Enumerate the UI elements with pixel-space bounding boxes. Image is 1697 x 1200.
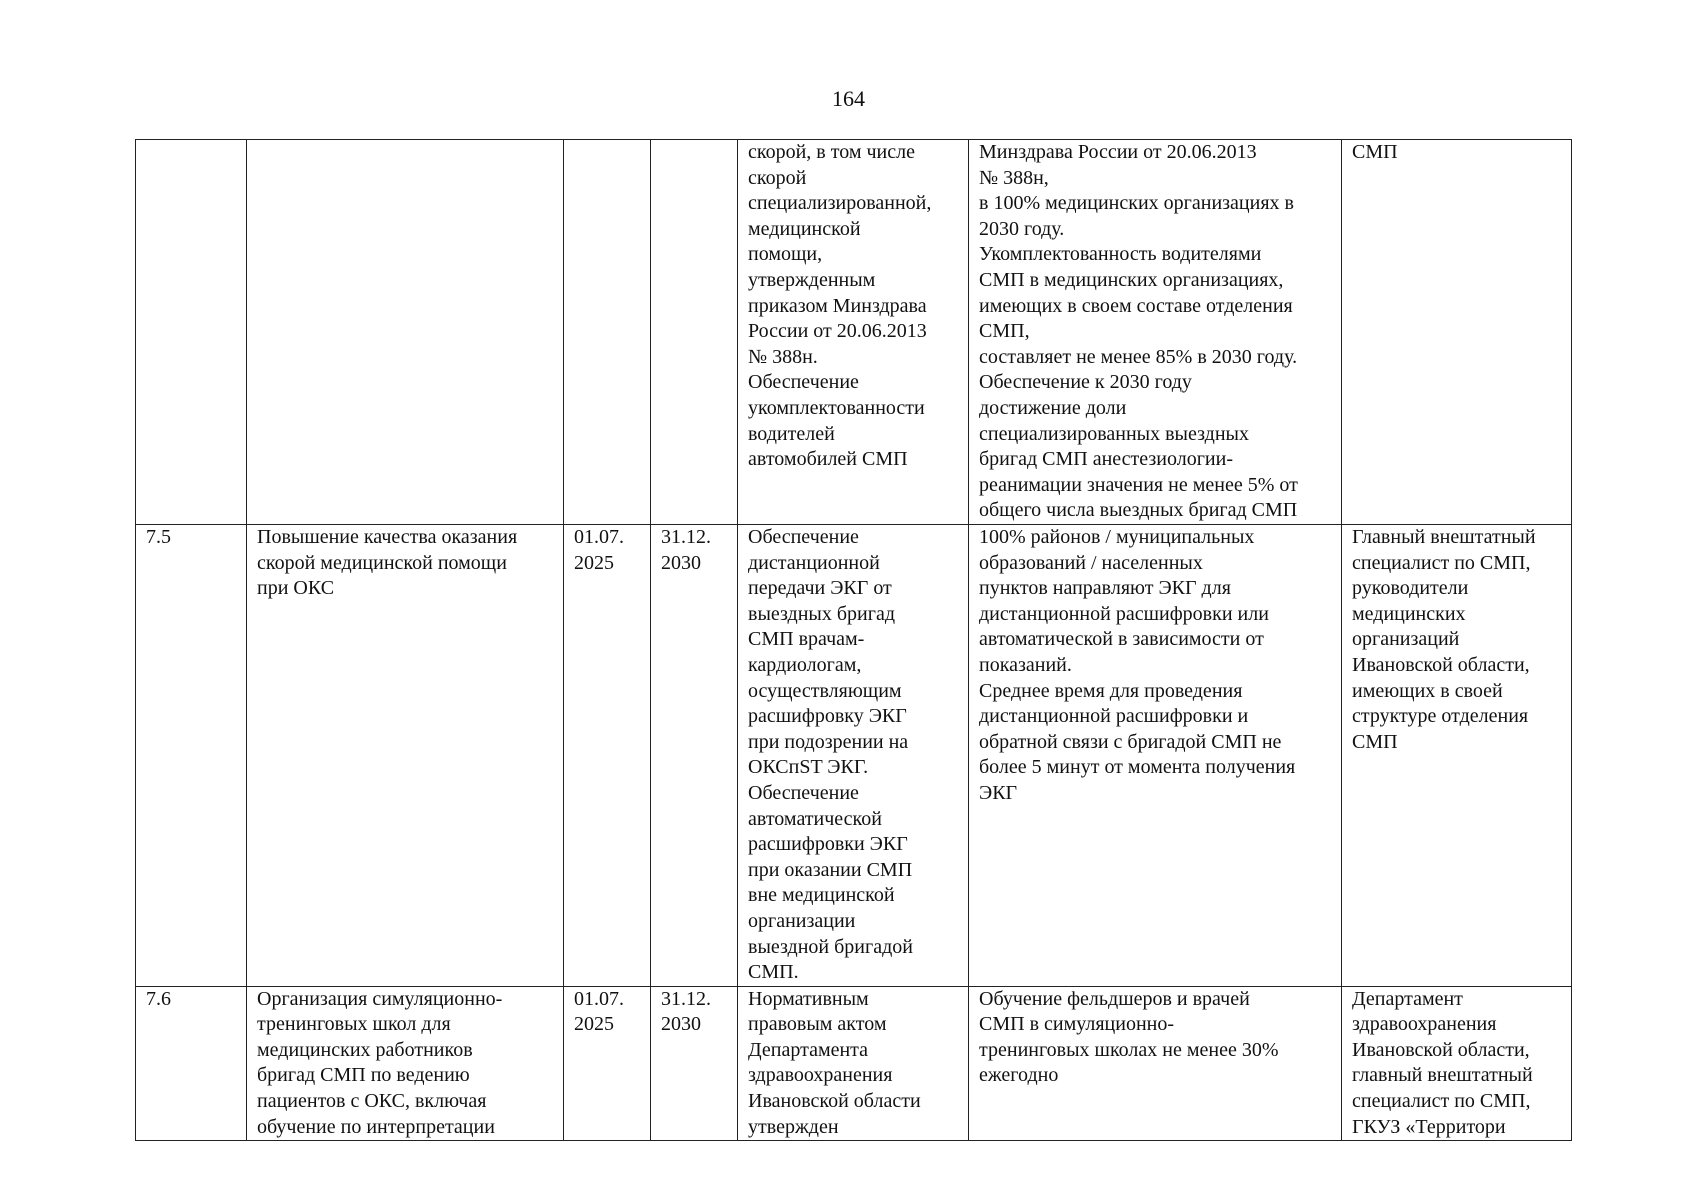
table-row bbox=[136, 525, 1572, 987]
cell-activity-text: Организация симуляционно- тренинговых школ для медицинских работников бригад СМП по ведению пациентов с ОКС, включая обучение по интерпретации bbox=[257, 987, 503, 1138]
cell-responsible bbox=[1342, 986, 1572, 1141]
cell-start-date-text: 01.07. 2025 bbox=[574, 526, 624, 574]
cell-result bbox=[969, 525, 1342, 987]
cell-result bbox=[969, 986, 1342, 1141]
cell-responsible-text: СМП bbox=[1352, 141, 1398, 163]
cell-end-date bbox=[651, 525, 738, 987]
cell-activity-text: Повышение качества оказания скорой медицинской помощи при ОКС bbox=[257, 526, 518, 600]
cell-characteristic-text: скорой, в том числе скорой специализированной, медицинской помощи, утвержденным приказом Минздрава России от 20.06.2013 № 388н. Обеспечение укомплектованности водителей автомобилей СМП bbox=[748, 141, 932, 471]
cell-start-date bbox=[564, 986, 651, 1141]
cell-characteristic-text: Нормативным правовым актом Департамента здравоохранения Ивановской области утвержден bbox=[748, 987, 921, 1138]
cell-number-text: 7.6 bbox=[146, 987, 171, 1010]
table-row bbox=[136, 986, 1572, 1141]
cell-result-text: Обучение фельдшеров и врачей СМП в симуляционно- тренинговых школах не менее 30% ежегодно bbox=[979, 987, 1279, 1087]
cell-responsible bbox=[1342, 525, 1572, 987]
cell-responsible bbox=[1342, 140, 1572, 525]
cell-start-date bbox=[564, 140, 651, 525]
measures-table bbox=[135, 139, 1572, 1141]
cell-number bbox=[136, 525, 247, 987]
cell-characteristic bbox=[738, 140, 969, 525]
cell-result-text: 100% районов / муниципальных образований / населенных пунктов направляют ЭКГ для дистанционной расшифровки или автоматической в зависимости от показаний. Среднее время для проведения дистанционной расшифровки и обратной связи с бригадой СМП не более 5 минут от момента получения ЭКГ bbox=[979, 526, 1296, 804]
cell-start-date-text: 01.07. 2025 bbox=[574, 987, 624, 1036]
cell-responsible-text: Главный внештатный специалист по СМП, руководители медицинских организаций Ивановской области, имеющих в своей структуре отделения СМП bbox=[1352, 526, 1536, 753]
cell-number bbox=[136, 986, 247, 1141]
page-number: 164 bbox=[832, 86, 865, 111]
cell-characteristic bbox=[738, 525, 969, 987]
cell-result-text: Минздрава России от 20.06.2013 № 388н, в 100% медицинских организациях в 2030 году. Укомплектованность водителями СМП в медицинских организациях, имеющих в своем составе отделения СМП, составляет не менее 85% в 2030 году. Обеспечение к 2030 году достижение доли специализированных выездных бригад СМП анестезиологии- реанимации значения не менее 5% от общего числа выездных бригад СМП bbox=[979, 141, 1298, 522]
cell-end-date-text: 31.12. 2030 bbox=[661, 526, 711, 574]
cell-end-date bbox=[651, 140, 738, 525]
cell-characteristic-text: Обеспечение дистанционной передачи ЭКГ от выездных бригад СМП врачам- кардиологам, осуществляющим расшифровку ЭКГ при подозрении на ОКСпST ЭКГ. Обеспечение автоматической расшифровки ЭКГ при оказании СМП вне медицинской организации выездной бригадой СМП. bbox=[748, 526, 913, 984]
cell-number-text: 7.5 bbox=[146, 526, 171, 548]
cell-end-date bbox=[651, 986, 738, 1141]
cell-characteristic bbox=[738, 986, 969, 1141]
cell-activity bbox=[247, 525, 564, 987]
cell-end-date-text: 31.12. 2030 bbox=[661, 987, 711, 1036]
cell-activity bbox=[247, 986, 564, 1141]
cell-result bbox=[969, 140, 1342, 525]
cell-activity bbox=[247, 140, 564, 525]
table-row bbox=[136, 140, 1572, 525]
cell-start-date bbox=[564, 525, 651, 987]
cell-responsible-text: Департамент здравоохранения Ивановской области, главный внештатный специалист по СМП, ГКУЗ «Территори bbox=[1352, 987, 1533, 1138]
cell-number bbox=[136, 140, 247, 525]
